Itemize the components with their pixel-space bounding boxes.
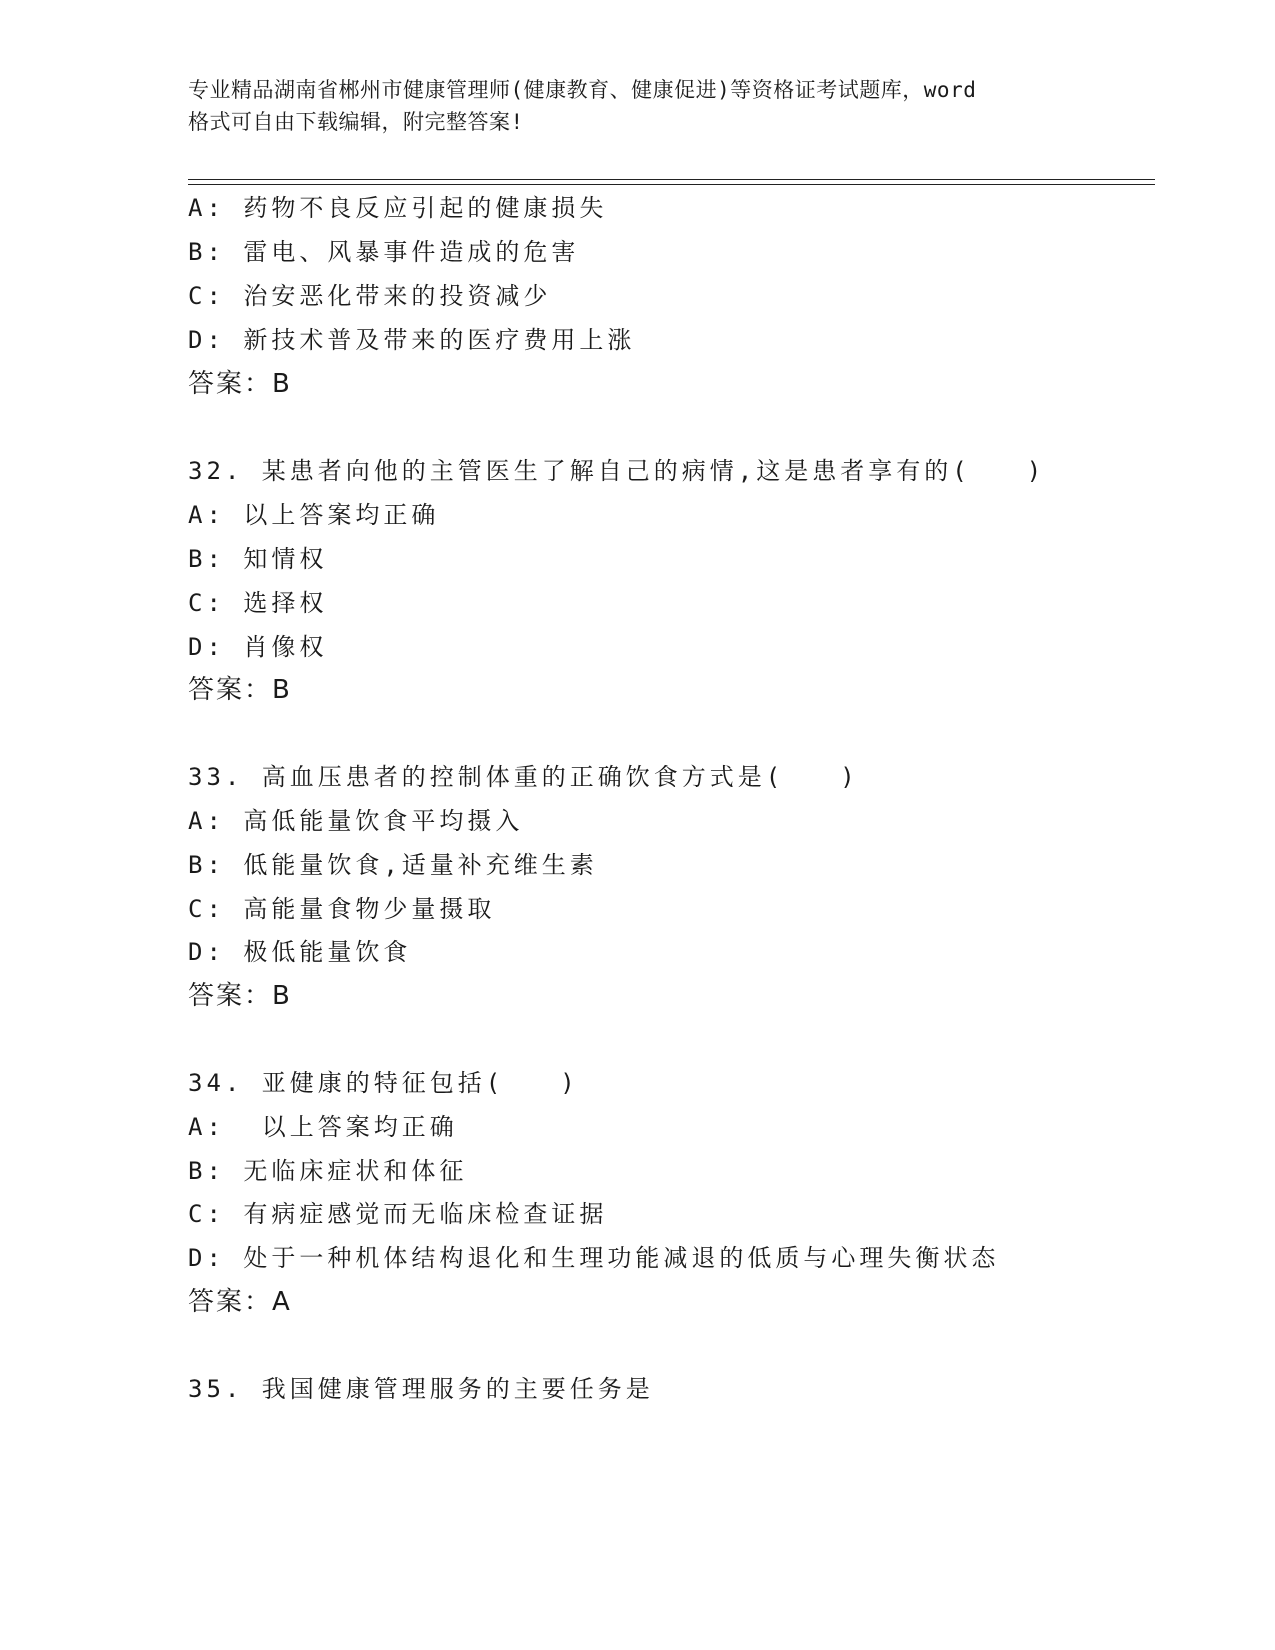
- q32-answer: 答案：B: [188, 675, 292, 705]
- header-divider-top: [188, 179, 1155, 180]
- header-line-2: 格式可自由下载编辑，附完整答案!: [188, 110, 524, 134]
- q32-option-a: A: 以上答案均正确: [188, 501, 440, 529]
- q32-option-d: D: 肖像权: [188, 633, 328, 661]
- q31-option-a: A: 药物不良反应引起的健康损失: [188, 194, 608, 222]
- q31-option-c: C: 治安恶化带来的投资减少: [188, 282, 552, 310]
- header-line-1: 专业精品湖南省郴州市健康管理师(健康教育、健康促进)等资格证考试题库，word: [188, 78, 977, 102]
- q34-answer: 答案：A: [188, 1287, 292, 1317]
- q34-question: 34. 亚健康的特征包括( ): [188, 1069, 579, 1097]
- q33-option-b: B: 低能量饮食,适量补充维生素: [188, 851, 598, 879]
- q33-option-c: C: 高能量食物少量摄取: [188, 895, 496, 923]
- q33-question: 33. 高血压患者的控制体重的正确饮食方式是( ): [188, 763, 859, 791]
- header-divider-bottom: [188, 184, 1155, 185]
- q33-answer: 答案：B: [188, 981, 292, 1011]
- q32-option-b: B: 知情权: [188, 545, 328, 573]
- q34-option-b: B: 无临床症状和体征: [188, 1157, 468, 1185]
- q31-option-d: D: 新技术普及带来的医疗费用上涨: [188, 326, 636, 354]
- q31-answer: 答案：B: [188, 369, 292, 399]
- q31-option-b: B: 雷电、风暴事件造成的危害: [188, 238, 580, 266]
- q32-question: 32. 某患者向他的主管医生了解自己的病情,这是患者享有的( ): [188, 457, 1046, 485]
- q32-option-c: C: 选择权: [188, 589, 328, 617]
- q35-question: 35. 我国健康管理服务的主要任务是: [188, 1375, 654, 1403]
- q33-option-a: A: 高低能量饮食平均摄入: [188, 807, 524, 835]
- document-header: [188, 74, 1088, 138]
- q34-option-a: A: 以上答案均正确: [188, 1113, 458, 1141]
- q33-option-d: D: 极低能量饮食: [188, 938, 412, 966]
- q34-option-c: C: 有病症感觉而无临床检查证据: [188, 1200, 608, 1228]
- q34-option-d: D: 处于一种机体结构退化和生理功能减退的低质与心理失衡状态: [188, 1244, 1000, 1272]
